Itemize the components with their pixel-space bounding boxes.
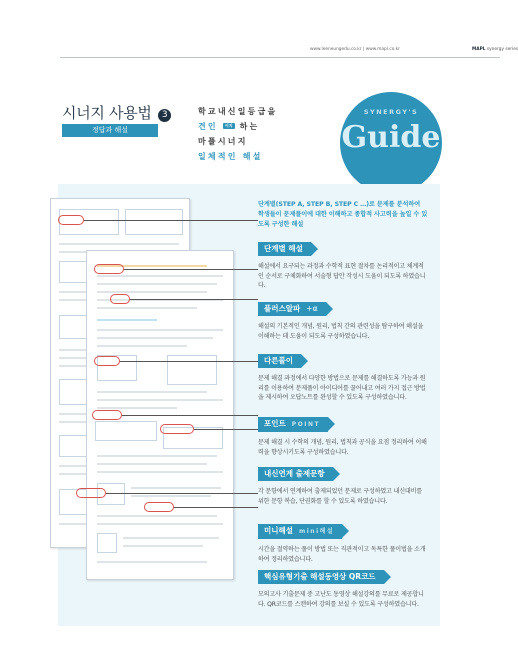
page-text-line bbox=[97, 275, 223, 277]
page-text-line bbox=[131, 495, 211, 497]
section-plus-alpha bbox=[258, 296, 428, 341]
page-text-line bbox=[97, 283, 217, 285]
section-body: 문제 해결 시 수학의 개념, 원리, 법칙과 공식을 요점 정리하여 이해력을 향상시키도록 구성하였습니다. bbox=[258, 439, 427, 456]
page-title bbox=[62, 102, 171, 123]
page-text-line bbox=[97, 319, 157, 321]
section-body: 해설의 기본적인 개념, 원리, 법칙 간의 관련성을 탐구하여 해설을 이해하는 데 도움이 되도록 구성하였습니다. bbox=[258, 323, 424, 340]
section-mini-solution bbox=[258, 518, 428, 564]
section-body: 각 문항에서 연계하여 출제되었던 문제로 구성하였고 내신대비를 위한 문항 복습, 단권화를 할 수 있도록 하였습니다. bbox=[258, 488, 422, 505]
page-text-line bbox=[123, 537, 219, 539]
page-text-line bbox=[97, 399, 223, 401]
highlight-mark bbox=[76, 488, 106, 498]
page-figure bbox=[167, 355, 217, 385]
page-text-line bbox=[97, 455, 217, 457]
highlight-mark bbox=[160, 424, 194, 434]
brand-bold: MAPL bbox=[472, 47, 486, 52]
page-text-line bbox=[97, 345, 187, 347]
badge-small-text: SYNERGY'S bbox=[363, 108, 419, 116]
section-head: 단계별 해설 bbox=[258, 242, 311, 256]
intro-line-2: 견인 이지 하는 bbox=[198, 122, 260, 131]
page-figure bbox=[95, 421, 157, 441]
page-text-line bbox=[97, 463, 207, 465]
section-body: 문제 해결 과정에서 다양한 방법으로 문제를 해결하도록 가능과 원리를 이용하여 문제풀이 아이디어를 꿀어내고 여러 가지 접근 방법을 제시하여 오답노트를 완성할 수 있도록 구성하였습니다. bbox=[258, 375, 426, 402]
guide-badge bbox=[340, 92, 442, 194]
section-point bbox=[258, 411, 428, 457]
section-linked-problems bbox=[258, 461, 428, 506]
intro-slogan bbox=[198, 104, 277, 164]
intro-tag: 이지 bbox=[224, 123, 233, 128]
page-text-line bbox=[97, 515, 217, 517]
section-body: 모의고사 기출문제 중 고난도 동영상 해설강의를 무료로 제공합니다. QR코드를 스캔하여 강의를 보실 수 있도록 구성하였습니다. bbox=[258, 591, 424, 608]
section-head: 내신연계 출제문항 bbox=[258, 467, 333, 481]
intro-line-1: 학교내신일등급을 bbox=[198, 107, 278, 116]
callout-line bbox=[130, 299, 258, 300]
section-body: 해설에서 요구되는 과정과 수학적 표현 절차를 논리적이고 체계적인 순서로 구체화하여 서술형 답안 작성시 도움이 되도록 하였습니다. bbox=[258, 263, 426, 290]
section-head: 다른풀이 bbox=[258, 354, 301, 368]
highlight-mark bbox=[92, 410, 122, 420]
section-body: 시간을 절약하는 풀이 방법 또는 직관적이고 독특한 풀이법을 소개하여 정리하였습니다. bbox=[258, 546, 426, 563]
highlight-mark bbox=[110, 294, 130, 304]
page-text-line bbox=[123, 545, 203, 547]
callout-line bbox=[120, 361, 258, 362]
page-text-line bbox=[131, 487, 221, 489]
page-text-line bbox=[97, 291, 207, 293]
callout-line bbox=[194, 429, 258, 430]
callout-line bbox=[124, 269, 258, 270]
section-head: 플러스알파 +α bbox=[258, 302, 326, 316]
highlight-mark bbox=[94, 356, 120, 366]
callout-line bbox=[84, 220, 258, 221]
page-text-line bbox=[97, 391, 207, 393]
page-text-line bbox=[97, 523, 223, 525]
title-main: 시너지 사용법 3 bbox=[62, 104, 171, 122]
page-figure bbox=[125, 209, 183, 235]
highlight-mark bbox=[94, 264, 124, 274]
lead-text: 단계별(STEP A, STEP B, STEP C …)로 문제를 분석하여 학생들이 문제풀이에 대한 이해하고 종합적 사고력을 높일 수 있도록 구성한 해설 bbox=[258, 201, 428, 228]
page-figure bbox=[59, 435, 89, 457]
section-step-solution bbox=[258, 236, 428, 291]
intro-line-3: 마플시너지 bbox=[198, 137, 248, 146]
lead-block bbox=[258, 200, 428, 230]
page-text-line bbox=[97, 561, 207, 563]
callout-line bbox=[106, 493, 258, 494]
page-text-line bbox=[97, 471, 223, 473]
brand-rest: synergy series bbox=[486, 47, 518, 52]
qr-code-figure bbox=[97, 533, 117, 553]
page-text-line bbox=[97, 407, 177, 409]
title-number-badge: 3 bbox=[158, 109, 171, 122]
title-subtitle: 정답과 해설 bbox=[62, 124, 158, 137]
section-head: 포인트 POINT bbox=[258, 417, 328, 432]
section-head: 핵심유형기출 해설동영상 QR코드 bbox=[258, 570, 384, 584]
page-figure bbox=[59, 315, 89, 339]
highlight-mark bbox=[58, 215, 84, 225]
callout-line bbox=[174, 507, 258, 508]
page-figure bbox=[59, 261, 89, 283]
page-text-line bbox=[97, 329, 223, 331]
header-brand bbox=[472, 47, 518, 52]
header-urls: www.leeneungedu.co.kr | www.mapl.co.kr bbox=[310, 47, 400, 52]
page-text-line bbox=[97, 337, 213, 339]
page-text-line bbox=[59, 243, 179, 245]
section-head: 미니해설 mini해설 bbox=[258, 524, 342, 539]
section-alt-solution bbox=[258, 348, 428, 403]
section-qr-code bbox=[258, 564, 428, 609]
header-divider bbox=[60, 57, 500, 58]
highlight-mark bbox=[144, 502, 174, 512]
page-text-line bbox=[97, 307, 197, 309]
intro-line-4: 일체적인 해설 bbox=[198, 152, 263, 161]
header-bar bbox=[60, 42, 518, 60]
callout-line bbox=[122, 415, 258, 416]
badge-large-text: Guide bbox=[341, 120, 441, 155]
